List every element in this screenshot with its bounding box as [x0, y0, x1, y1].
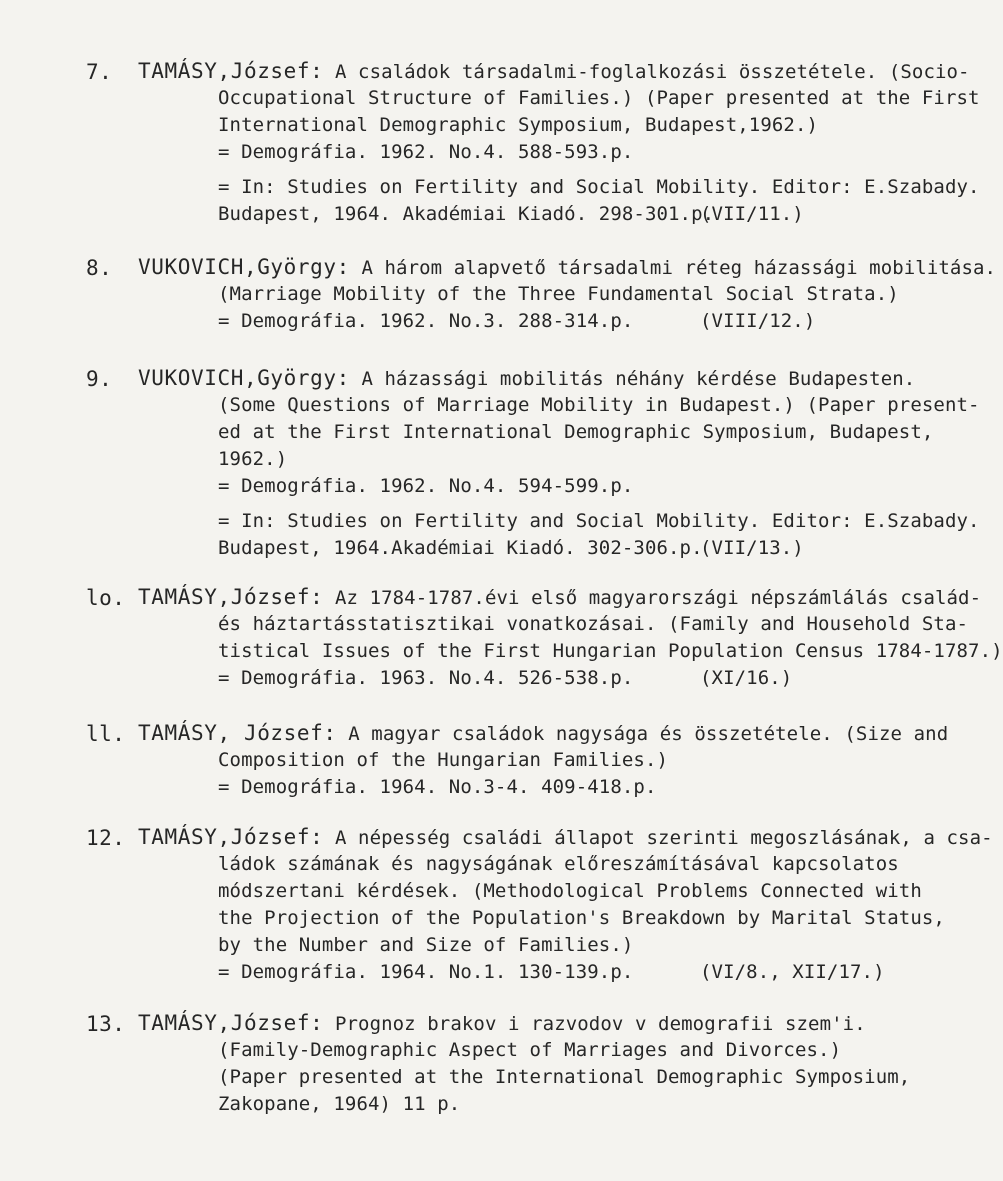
entry-citation: Budapest, 1964.Akadémiai Kiadó. 302-306.p. — [218, 537, 703, 559]
entry-reference: (VIII/12.) — [700, 310, 816, 332]
entry-line: = Demográfia. 1962. No.4. 594-599.p. — [218, 475, 634, 497]
entry-reference: (VII/13.) — [700, 537, 804, 559]
entry-title: A népesség családi állapot szerinti megoszlásának, a csa- — [334, 827, 993, 849]
entry-number: ll. — [86, 722, 126, 746]
entry-author: TAMÁSY, József: — [138, 721, 337, 745]
entry-reference: (VI/8., XII/17.) — [700, 961, 885, 983]
entry-line: módszertani kérdések. (Methodological Problems Connected with — [218, 880, 922, 902]
entry-line: (Family-Demographic Aspect of Marriages and Divorces.) — [218, 1039, 842, 1061]
entry-author: TAMÁSY,József: — [138, 1011, 324, 1035]
entry-line — [138, 826, 993, 849]
entry-line: (Paper presented at the International Demographic Symposium, — [218, 1066, 911, 1088]
entry-author: VUKOVICH,György: — [138, 255, 350, 279]
entry-reference: (XI/16.) — [700, 667, 793, 689]
entry-reference: (VII/11.) — [700, 203, 804, 225]
entry-line — [138, 256, 996, 279]
entry-author: TAMÁSY,József: — [138, 825, 324, 849]
entry-line: International Demographic Symposium, Budapest,1962.) — [218, 114, 819, 136]
entry-title: Az 1784-1787.évi első magyarországi népszámlálás család- — [334, 587, 982, 609]
entry-line: 1962.) — [218, 448, 288, 470]
entry-line: ed at the First International Demographic Symposium, Budapest, — [218, 421, 934, 443]
entry-line: by the Number and Size of Families.) — [218, 934, 634, 956]
entry-title: A magyar családok nagysága és összetétele. (Size and — [348, 723, 949, 745]
entry-line — [138, 722, 948, 745]
entry-line: Occupational Structure of Families.) (Paper presented at the First — [218, 87, 980, 109]
entry-number: 7. — [86, 60, 113, 84]
entry-author: TAMÁSY,József: — [138, 585, 324, 609]
entry-number: 8. — [86, 256, 113, 280]
entry-line: tistical Issues of the First Hungarian Population Census 1784-1787.) — [218, 640, 1003, 662]
entry-number: 12. — [86, 826, 126, 850]
entry-line — [218, 667, 793, 689]
entry-line: ládok számának és nagyságának előreszámításával kapcsolatos — [218, 853, 899, 875]
entry-line: (Some Questions of Marriage Mobility in Budapest.) (Paper present- — [218, 394, 980, 416]
entry-line — [138, 367, 915, 390]
entry-author: TAMÁSY,József: — [138, 59, 324, 83]
entry-line — [218, 961, 885, 983]
entry-line — [138, 1012, 866, 1035]
entry-line — [218, 537, 804, 559]
entry-line — [138, 60, 970, 83]
entry-citation: = Demográfia. 1964. No.1. 130-139.p. — [218, 961, 634, 983]
entry-line: the Projection of the Population's Breakdown by Marital Status, — [218, 907, 945, 929]
entry-line: (Marriage Mobility of the Three Fundamental Social Strata.) — [218, 283, 899, 305]
entry-citation: = Demográfia. 1963. No.4. 526-538.p. — [218, 667, 634, 689]
entry-line: Zakopane, 1964) 11 p. — [218, 1093, 461, 1115]
entry-line: = Demográfia. 1964. No.3-4. 409-418.p. — [218, 776, 657, 798]
entry-line — [138, 586, 981, 609]
entry-title: Prognoz brakov i razvodov v demografii szem'i. — [334, 1013, 866, 1035]
entry-line: = Demográfia. 1962. No.4. 588-593.p. — [218, 141, 634, 163]
entry-author: VUKOVICH,György: — [138, 366, 350, 390]
entry-title: A házassági mobilitás néhány kérdése Budapesten. — [361, 368, 916, 390]
entry-number: 9. — [86, 367, 113, 391]
entry-line: Composition of the Hungarian Families.) — [218, 749, 669, 771]
entry-citation: = Demográfia. 1962. No.3. 288-314.p. — [218, 310, 634, 332]
entry-number: 13. — [86, 1012, 126, 1036]
entry-line — [218, 203, 804, 225]
entry-line: = In: Studies on Fertility and Social Mobility. Editor: E.Szabady. — [218, 176, 980, 198]
entry-citation: Budapest, 1964. Akadémiai Kiadó. 298-301.p. — [218, 203, 715, 225]
entry-line: = In: Studies on Fertility and Social Mobility. Editor: E.Szabady. — [218, 510, 980, 532]
entry-number: lo. — [86, 586, 126, 610]
entry-line — [218, 310, 816, 332]
entry-line: és háztartásstatisztikai vonatkozásai. (Family and Household Sta- — [218, 613, 969, 635]
entry-title: A családok társadalmi-foglalkozási összetétele. (Socio- — [334, 61, 970, 83]
entry-title: A három alapvető társadalmi réteg házassági mobilitása. — [361, 257, 997, 279]
